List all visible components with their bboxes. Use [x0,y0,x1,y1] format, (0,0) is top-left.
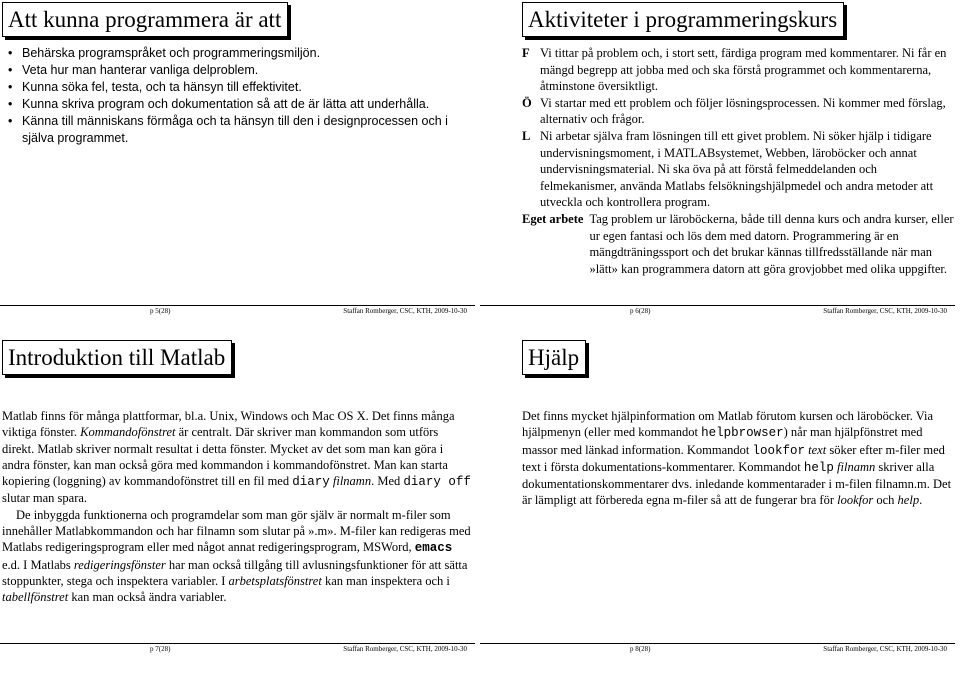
activity-item [522,211,954,277]
activity-key: F [522,46,530,60]
code-term: diary [292,475,330,490]
slide-title: Att kunna programmera är att [2,2,288,37]
text-run: och [873,493,898,508]
slide-footer [480,643,955,655]
text-run: söker efter m-filer med text i första dokumentations-kommentarer. Kommandot [522,442,945,474]
italic-term: tabellfönstret [2,590,69,605]
author-line: Staffan Romberger, CSC, KTH, 2009-10-30 [823,307,947,315]
text-run: De inbyggda funktionerna och programdelar som man gör själv är normalt m-filer som innehåller Matlabkommandon och har filnamn som slutar på ».m». M-filer kan redigeras med Matlabs redigeringsprogram eller med något annat redigeringsprogram, MSWord, [2,507,471,555]
code-term: lookfor [752,443,806,458]
slide-7 [0,338,480,676]
text-run: kan man inspektera och i [321,573,450,588]
text-run: . Med [371,474,404,489]
slide-title: Introduktion till Matlab [2,340,232,375]
italic-term: filnamn [837,459,876,474]
code-term: helpbrowser [701,426,784,441]
activity-key: Ö [522,95,532,110]
paragraph [522,408,956,509]
slide-title: Aktiviteter i programmeringskurs [522,2,844,37]
activity-item [522,128,954,211]
slide-footer [0,305,475,317]
text-run: ) når man hjälpfönstret med massor med länkad information. Kommandot [522,425,923,457]
activity-text: Vi startar med ett problem och följer lösningsprocessen. Ni kommer med förslag, alternativ och frågor. [540,95,946,127]
italic-term: lookfor [837,493,874,508]
italic-term: text [808,442,827,457]
page-number: p 6(28) [630,307,651,315]
activity-text: Vi tittar på problem och, i stort sett, färdiga program med kommentarer. Ni får en mängd begrepp att jobba med och ska förstå programmet och kommentarerna, åtminstone översiktligt. [540,46,947,94]
author-line: Staffan Romberger, CSC, KTH, 2009-10-30 [823,645,947,653]
slide-8 [480,338,960,676]
text-run: kan man också ändra variabler. [68,590,227,605]
slide-footer [480,305,955,317]
activity-text: Tag problem ur läroböckerna, både till denna kurs och andra kurser, eller ur egen fantasi och lös dem med datorn. Programmering är en mängdträningssport och det brukar kännas tillfredsställande när man »lätt» kan programmera datorn att göra grovjobbet med olika uppgifter. [589,211,954,276]
text-run: . [919,493,923,508]
bullet-item: • Kunna söka fel, testa, och ta hänsyn till effektivitet. [6,79,476,96]
text-run: e.d. I Matlabs [2,557,74,572]
bullet-list [6,45,476,147]
activity-item [522,95,954,128]
slide-5 [0,0,480,338]
bullet-item: • Behärska programspråket och programmeringsmiljön. [6,45,476,62]
activity-text: Ni arbetar själva fram lösningen till ett givet problem. Ni söker hjälp i tidigare undervisningsmoment, i MATLABsystemet, Webben, läroböcker och annat undervisningsmaterial. Ni ska öva på att förstå felmeddelanden och felmekanismer, använda Matlabs felsökningshjälpmedel och andra metoder att utveckla och kontrollera program. [540,128,934,210]
italic-term: redigeringsfönster [73,557,166,572]
bullet-item: • Veta hur man hanterar vanliga delproblem. [6,62,476,79]
author-line: Staffan Romberger, CSC, KTH, 2009-10-30 [343,645,467,653]
code-term: emacs [414,541,453,556]
text-run: är centralt. Där skriver man kommandon som utförs direkt. Matlab skriver normalt resultat i detta fönster. Mycket av det som man kan göra i andra fönster, kan man också göra med kommandon i kommandofönstret. Man kan starta kopiering (loggning) av kommandofönstret till en fil med [2,425,448,489]
slide-6 [480,0,960,338]
text-run: Matlab finns för många plattformar, bl.a. Unix, Windows och Mac OS X. Det finns många viktiga fönster. [2,409,455,440]
page-number: p 5(28) [150,307,171,315]
paragraph [2,507,472,606]
slide-body [522,408,956,509]
activity-list [522,45,954,277]
italic-term: Kommandofönstret [80,425,176,440]
paragraph [2,408,472,507]
activity-key: L [522,128,531,143]
page-number: p 8(28) [630,645,651,653]
italic-term: arbetsplatsfönstret [228,573,322,588]
bullet-item: • Känna till människans förmåga och ta hänsyn till den i designprocessen och i själva programmet. [6,113,476,147]
author-line: Staffan Romberger, CSC, KTH, 2009-10-30 [343,307,467,315]
italic-term: filnamn [332,474,372,489]
bullet-item: • Kunna skriva program och dokumentation så att de är lätta att underhålla. [6,96,476,113]
activity-item [522,45,954,95]
slide-body [2,408,472,606]
activity-key: Eget arbete [522,211,584,226]
code-term: diary off [403,475,471,490]
text-run: slutar man spara. [2,491,88,506]
text-run: Det finns mycket hjälpinformation om Matlab förutom kursen och läroböcker. Via hjälpmenyn (eller med kommandot [522,409,934,440]
italic-term: help [897,493,920,508]
code-term: help [803,460,834,475]
slide-footer [0,643,475,655]
page-number: p 7(28) [150,645,171,653]
text-run: skriver alla dokumentationskommentarer dvs. inledande kommentarader i m-filen filnamn.m. Det är lämpligt att förbereda egna m-filer så att de fungerar bra för [522,459,952,508]
slide-title: Hjälp [522,340,586,375]
text-run: har man också tillgång till avlusningsfunktioner för att sätta stoppunkter, stega och inspektera variabler. I [2,557,468,588]
